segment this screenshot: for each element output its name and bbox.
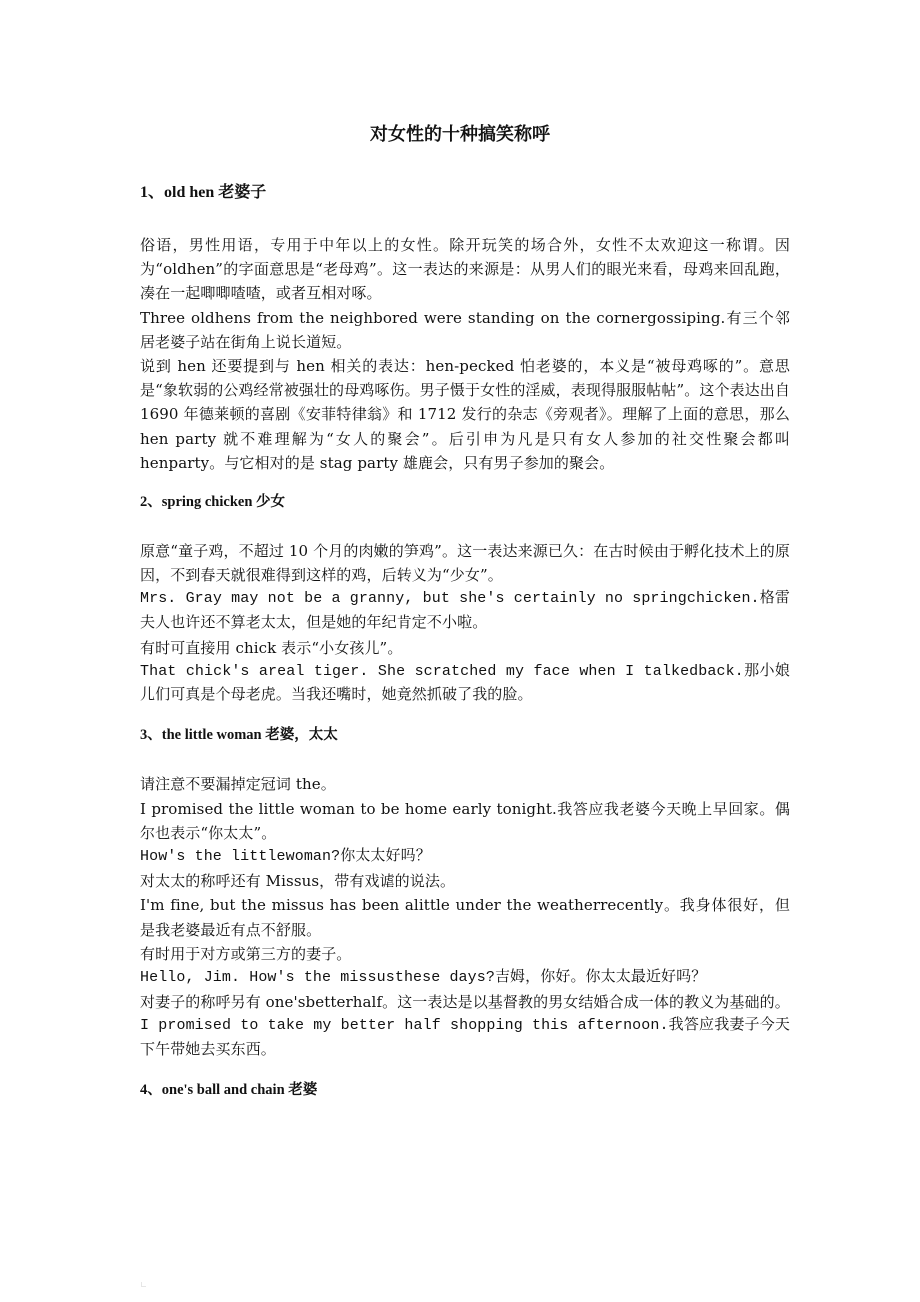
paragraph: That chick's areal tiger. She scratched my face when I talkedback.那小娘儿们可真是个母老虎。当我还嘴时，她竟然抓破了我的脸。 — [140, 663, 790, 705]
section-3 — [140, 724, 790, 1062]
section-4 — [140, 1079, 790, 1101]
section-heading: 1、old hen 老婆子 — [140, 184, 267, 201]
paragraph: I'm fine, but the missus has been alittle under the weatherrecently。我身体很好，但是我老婆最近有点不舒服。 — [140, 896, 790, 939]
paragraph: 有时用于对方或第三方的妻子。 — [140, 944, 352, 963]
section-1 — [140, 180, 790, 475]
paragraph: 有时可直接用 chick 表示“小女孩儿”。 — [140, 638, 403, 657]
paragraph: 俗语，男性用语，专用于中年以上的女性。除开玩笑的场合外，女性不太欢迎这一称谓。因为“oldhen”的字面意思是“老母鸡”。这一表达的来源是：从男人们的眼光来看，母鸡来回乱跑，凑在一起唧唧喳喳，或者互相对啄。 — [140, 236, 790, 303]
paragraph: I promised the little woman to be home early tonight.我答应我老婆今天晚上早回家。偶尔也表示“你太太”。 — [140, 799, 790, 842]
paragraph: How's the littlewoman?你太太好吗？ — [140, 848, 431, 866]
paragraph: Hello, Jim. How's the missusthese days?吉姆，你好。你太太最近好吗？ — [140, 969, 707, 987]
paragraph: Mrs. Gray may not be a granny, but she's certainly no springchicken.格雷夫人也许还不算老太太，但是她的年纪肯定不小啦。 — [140, 590, 790, 632]
paragraph: 对妻子的称呼另有 one'sbetterhalf。这一表达是以基督教的男女结婚合成一体的教义为基础的。 — [140, 993, 790, 1012]
section-2 — [140, 491, 790, 708]
paragraph: I promised to take my better half shopping this afternoon.我答应我妻子今天下午带她去买东西。 — [140, 1017, 790, 1059]
section-heading: 4、one's ball and chain 老婆 — [140, 1081, 318, 1098]
paragraph: Three oldhens from the neighbored were standing on the cornergossiping.有三个邻居老婆子站在街角上说长道短。 — [140, 308, 790, 351]
page-corner-mark — [141, 1282, 146, 1287]
paragraph: 请注意不要漏掉定冠词 the。 — [140, 775, 336, 794]
section-heading: 2、spring chicken 少女 — [140, 494, 286, 511]
paragraph: 对太太的称呼还有 Missus，带有戏谑的说法。 — [140, 872, 456, 891]
paragraph: 说到 hen 还要提到与 hen 相关的表达：hen-pecked 怕老婆的，本义是“被母鸡啄的”。意思是“象软弱的公鸡经常被强壮的母鸡啄伤。男子慑于女性的淫威，表现得服服帖帖”。这个表达出自 1690 年德莱顿的喜剧《安菲特律翁》和 1712 发行的杂志《旁观者》。理解了上面的意思，那么 hen party 就不难理解为“女人的聚会”。后引申为凡是只有女人参加的社交性聚会都叫 henparty。与它相对的是 stag party 雄鹿会，只有男子参加的聚会。 — [140, 357, 790, 472]
document-body — [140, 180, 790, 1127]
paragraph: 原意“童子鸡，不超过 10 个月的肉嫩的笋鸡”。这一表达来源已久：在古时候由于孵化技术上的原因，不到春天就很难得到这样的鸡，后转义为“少女”。 — [140, 542, 790, 585]
section-heading: 3、the little woman 老婆，太太 — [140, 727, 338, 744]
document-title: 对女性的十种搞笑称呼 — [370, 124, 550, 145]
